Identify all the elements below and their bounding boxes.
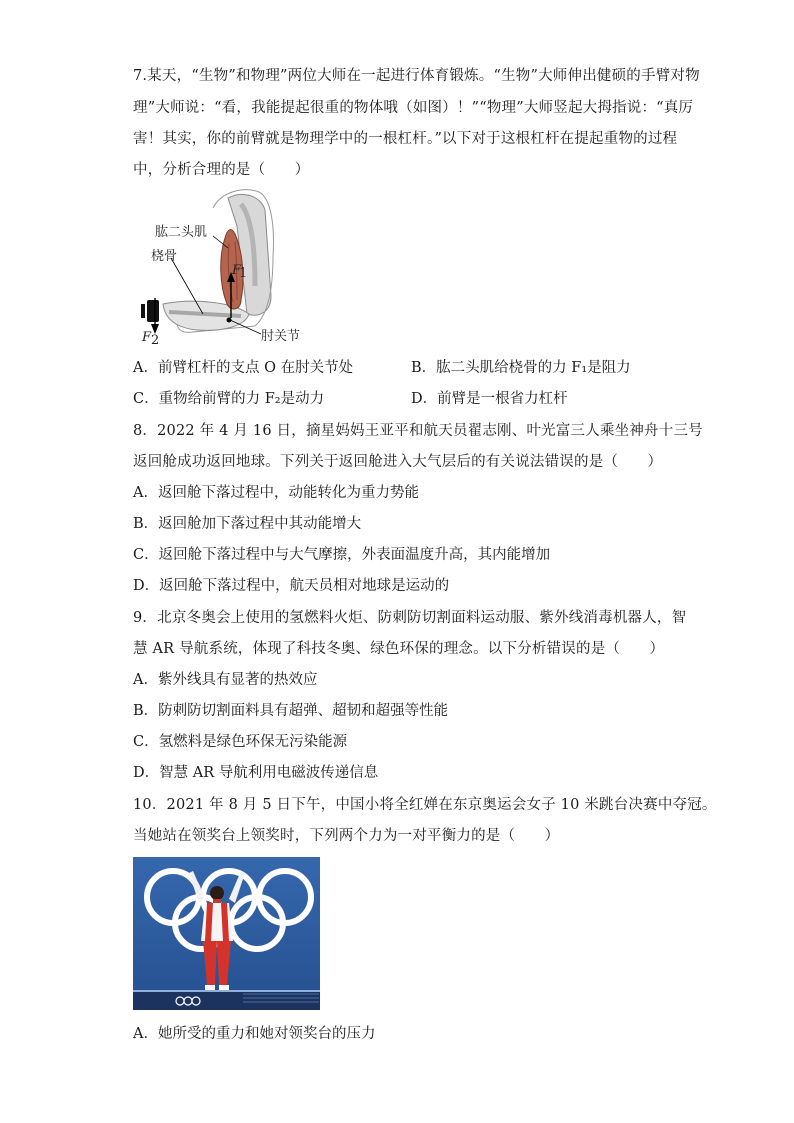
f2-label: F [142,330,152,345]
radius-label: 桡骨 [151,249,178,264]
q10-option-a: A．她所受的重力和她对领奖台的压力 [133,1026,376,1042]
elbow-label: 肘关节 [261,329,301,344]
q7-line-4: 中，分析合理的是（ ） [133,162,310,178]
q8-line-2: 返回舱成功返回地球。下列关于返回舱进入大气层后的有关说法错误的是（ ） [133,454,663,470]
q7-option-b: B．肱二头肌给桡骨的力 F₁是阻力 [411,360,631,376]
q9-option-b: B．防刺防切割面料具有超弹、超韧和超强等性能 [133,703,449,719]
q9-line-1: 9．北京冬奥会上使用的氢燃料火炬、防刺防切割面料运动服、紫外线消毒机器人，智 [133,610,687,626]
f1-label: F [232,263,242,278]
q9-line-2: 慧 AR 导航系统，体现了科技冬奥、绿色环保的理念。以下分析错误的是（ ） [133,641,665,657]
q7-line-2: 理”大师说：“看，我能提起很重的物体哦（如图）！”“物理”大师竖起大拇指说：“真厉 [133,100,694,116]
q8-line-1: 8．2022 年 4 月 16 日，摘星妈妈王亚平和航天员翟志刚、叶光富三人乘坐神舟十三号 [133,423,703,439]
q10-line-1: 10．2021 年 8 月 5 日下午，中国小将全红婵在东京奥运会女子 10 米跳台决赛中夺冠。 [133,797,717,813]
q9-option-a: A．紫外线具有显著的热效应 [133,672,318,688]
q7-option-c: C．重物给前臂的力 F₂是动力 [133,391,325,407]
f1-subscript: 1 [239,266,248,281]
biceps-label: 肱二头肌 [155,225,208,240]
q9-option-c: C．氢燃料是绿色环保无污染能源 [133,734,348,750]
q8-option-a: A．返回舱下落过程中，动能转化为重力势能 [133,485,419,501]
q8-option-c: C．返回舱下落过程中与大气摩擦，外表面温度升高，其内能增加 [133,547,551,563]
q8-option-b: B．返回舱加下落过程中其动能增大 [133,516,362,532]
q8-option-d: D．返回舱下落过程中，航天员相对地球是运动的 [133,578,450,594]
q7-line-3: 害！其实，你的前臂就是物理学中的一根杠杆。”以下对于这根杠杆在提起重物的过程 [133,131,678,147]
f2-subscript: 2 [151,333,160,346]
q7-line-1: 7.某天，“生物”和物理”两位大师在一起进行体育锻炼。“生物”大师伸出健硕的手臂对物 [133,68,700,84]
q10-line-2: 当她站在领奖台上领奖时，下列两个力为一对平衡力的是（ ） [133,828,560,844]
q9-option-d: D．智慧 AR 导航利用电磁波传递信息 [133,765,379,781]
arm-lever-figure [133,186,303,346]
q7-option-d: D．前臂是一根省力杠杆 [411,391,568,407]
q7-option-a: A．前臂杠杆的支点 O 在肘关节处 [133,360,354,376]
podium-photo [133,857,320,1010]
